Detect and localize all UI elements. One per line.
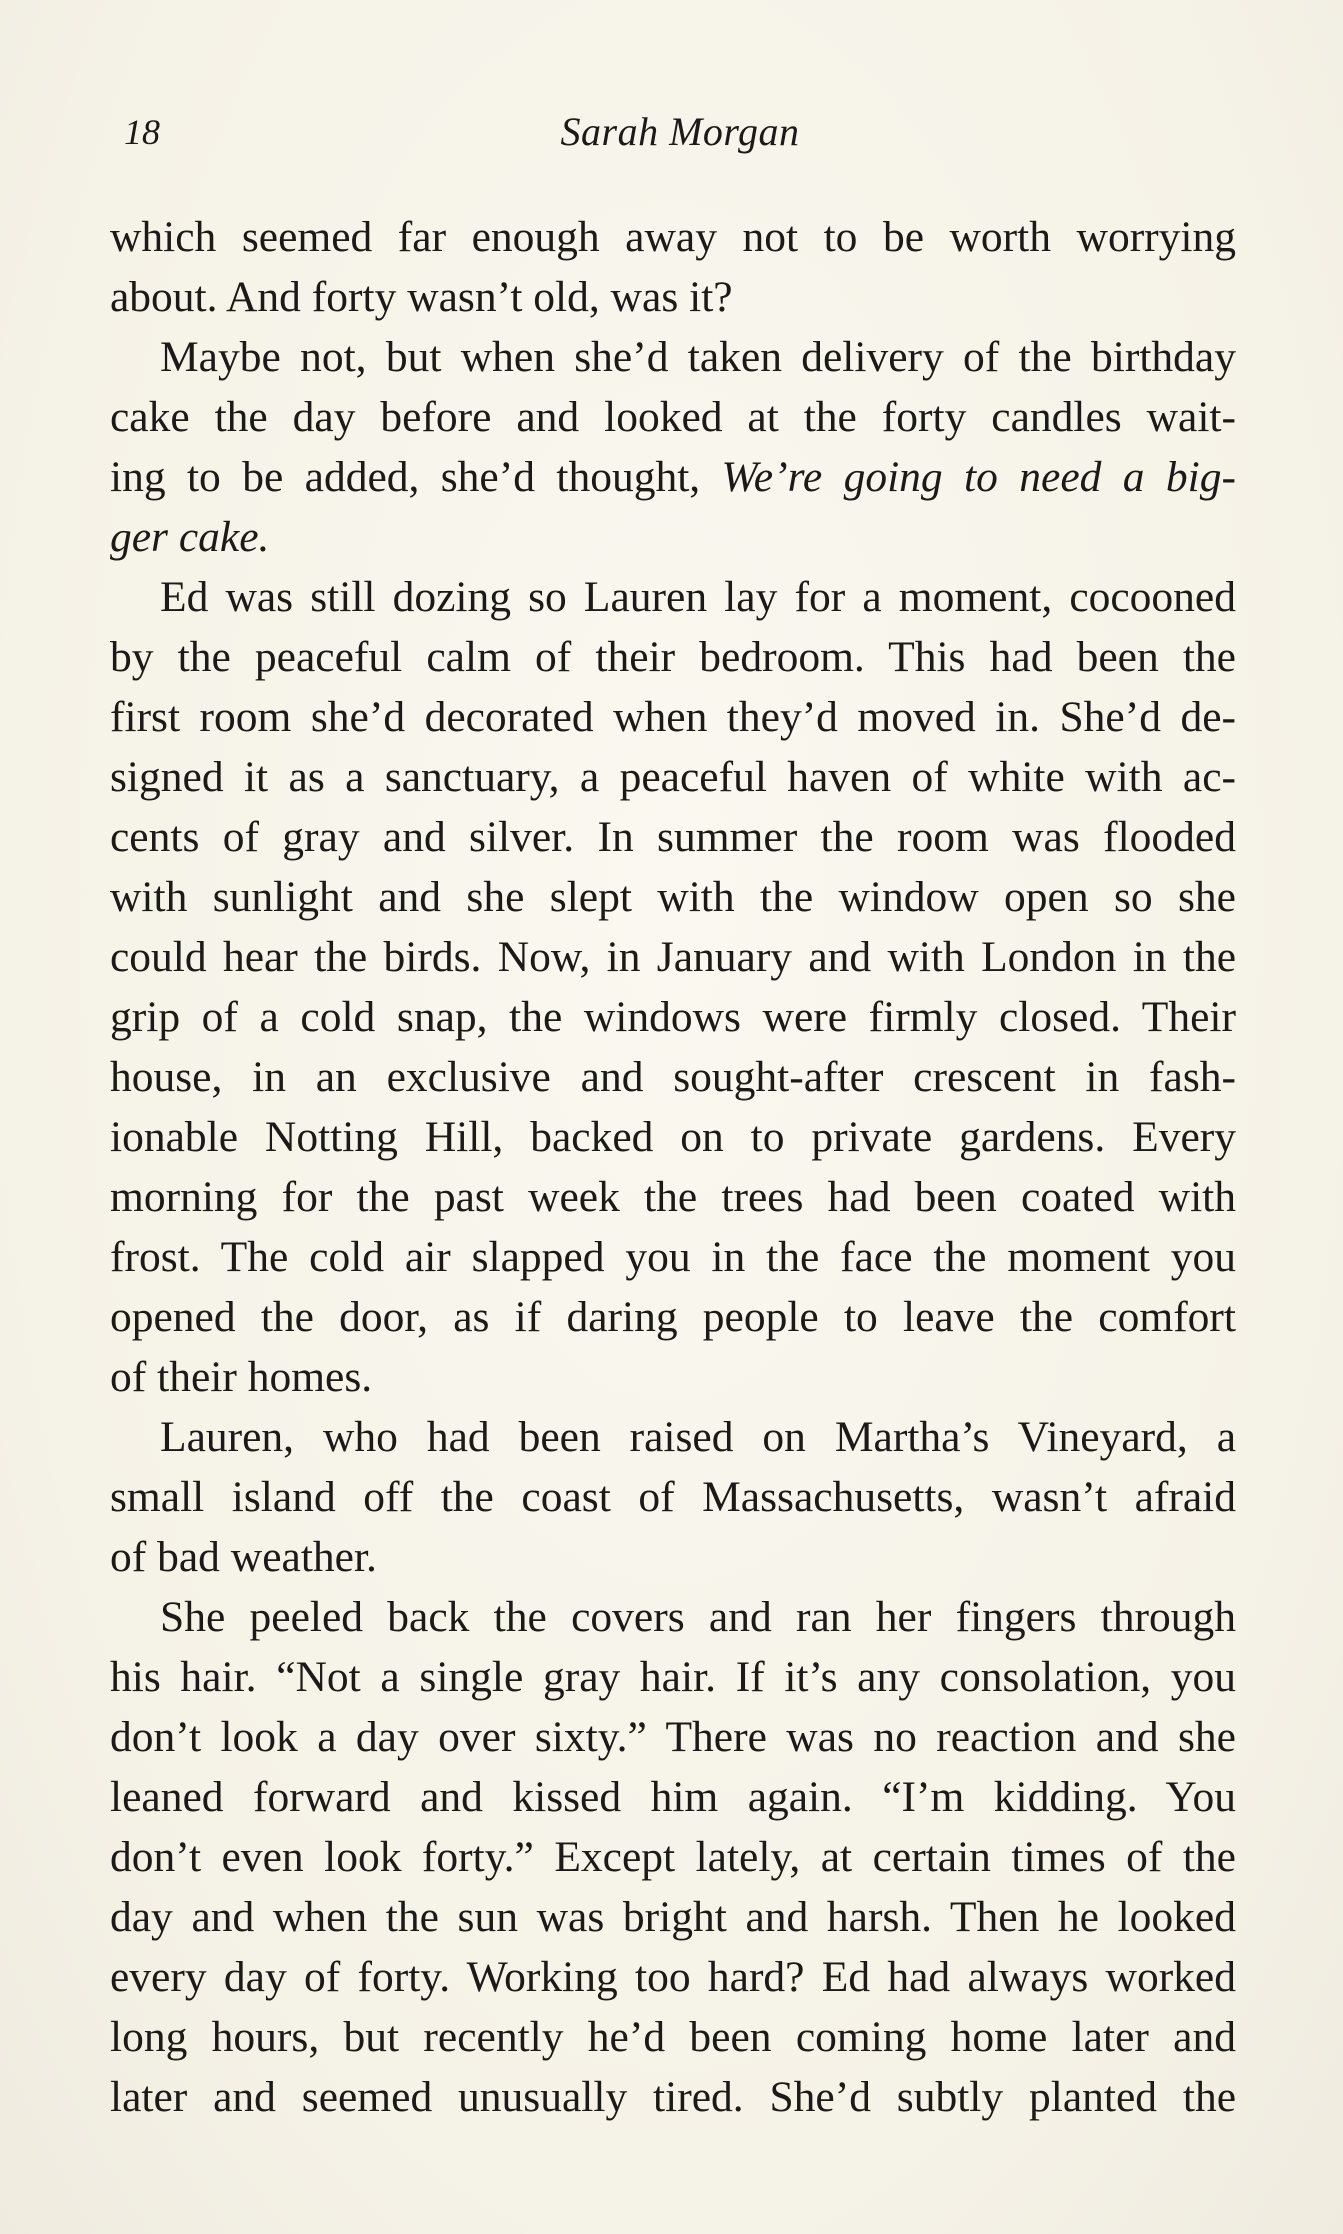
text-line: ger cake. bbox=[110, 513, 270, 561]
text-line: of their homes. bbox=[110, 1353, 373, 1401]
text-line: could hear the birds. Now, in January and with London in the bbox=[110, 933, 1236, 981]
text-line: later and seemed unusually tired. She’d subtly planted the bbox=[110, 2073, 1236, 2121]
text-line: morning for the past week the trees had been coated with bbox=[110, 1173, 1236, 1221]
text-line: first room she’d decorated when they’d moved in. She’d de- bbox=[110, 693, 1236, 741]
text-line: of bad weather. bbox=[110, 1533, 377, 1581]
text-line bbox=[110, 447, 1236, 507]
text-line: small island off the coast of Massachusetts, wasn’t afraid bbox=[110, 1473, 1236, 1521]
text-line: with sunlight and she slept with the window open so she bbox=[110, 873, 1236, 921]
text-line: don’t look a day over sixty.” There was no reaction and she bbox=[110, 1713, 1236, 1761]
text-line: house, in an exclusive and sought-after crescent in fash- bbox=[110, 1053, 1236, 1101]
text-line: cake the day before and looked at the forty candles wait- bbox=[110, 393, 1236, 441]
text-run: ing to be added, she’d thought, bbox=[110, 453, 722, 501]
text-line: about. And forty wasn’t old, was it? bbox=[110, 273, 733, 321]
text-line: grip of a cold snap, the windows were firmly closed. Their bbox=[110, 993, 1236, 1041]
text-line: ionable Notting Hill, backed on to private gardens. Every bbox=[110, 1113, 1236, 1161]
text-line: Ed was still dozing so Lauren lay for a moment, cocooned bbox=[160, 573, 1236, 621]
italic-text-run: We’re going to need a big- bbox=[721, 453, 1236, 501]
text-line: Lauren, who had been raised on Martha’s Vineyard, a bbox=[160, 1413, 1236, 1461]
text-line: don’t even look forty.” Except lately, at certain times of the bbox=[110, 1833, 1236, 1881]
body-text bbox=[110, 207, 1236, 2127]
text-line: by the peaceful calm of their bedroom. This had been the bbox=[110, 633, 1236, 681]
text-line: every day of forty. Working too hard? Ed had always worked bbox=[110, 1953, 1236, 2001]
text-line: frost. The cold air slapped you in the face the moment you bbox=[110, 1233, 1236, 1281]
running-head bbox=[110, 108, 1250, 168]
text-line: Maybe not, but when she’d taken delivery of the birthday bbox=[160, 333, 1236, 381]
text-line: which seemed far enough away not to be worth worrying bbox=[110, 213, 1236, 261]
text-line: She peeled back the covers and ran her fingers through bbox=[160, 1593, 1236, 1641]
running-title: Sarah Morgan bbox=[560, 109, 800, 154]
text-line: day and when the sun was bright and harsh. Then he looked bbox=[110, 1893, 1236, 1941]
text-line: his hair. “Not a single gray hair. If it’s any consolation, you bbox=[110, 1653, 1236, 1701]
text-line: long hours, but recently he’d been coming home later and bbox=[110, 2013, 1236, 2061]
text-line: cents of gray and silver. In summer the room was flooded bbox=[110, 813, 1236, 861]
page-number: 18 bbox=[124, 112, 160, 152]
text-line: leaned forward and kissed him again. “I’m kidding. You bbox=[110, 1773, 1236, 1821]
text-line: opened the door, as if daring people to leave the comfort bbox=[110, 1293, 1236, 1341]
text-line: signed it as a sanctuary, a peaceful haven of white with ac- bbox=[110, 753, 1236, 801]
